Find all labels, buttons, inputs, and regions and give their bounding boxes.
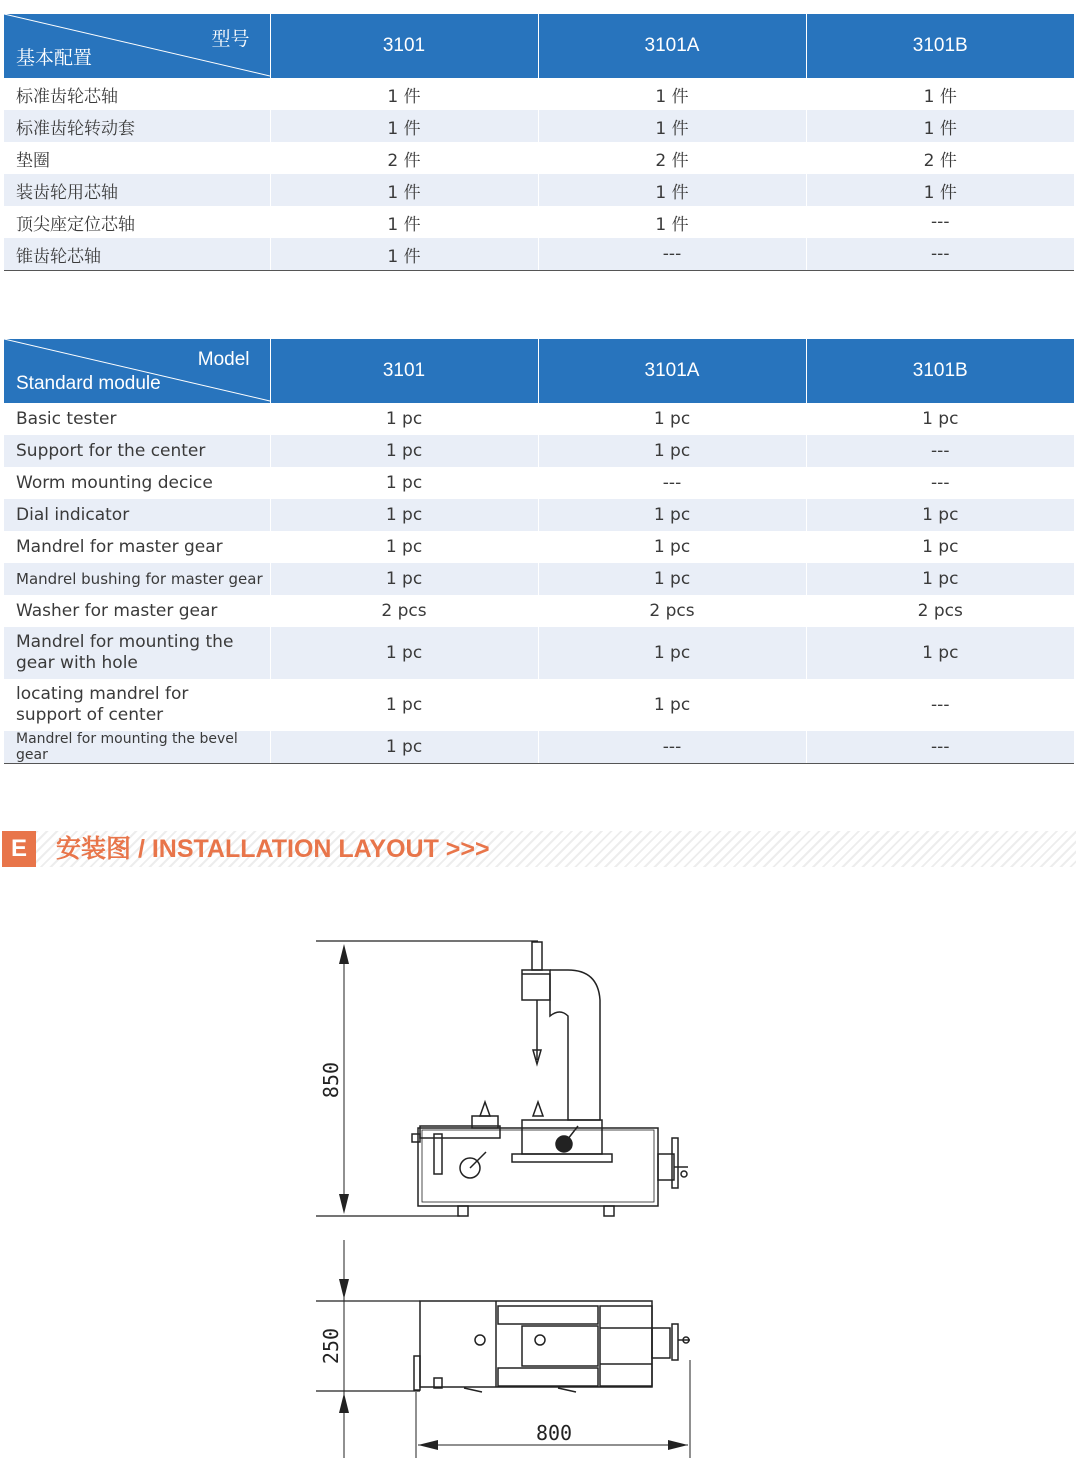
table-corner-cell (4, 14, 270, 78)
model-header: 3101 (270, 14, 538, 78)
item-qty: 1 件 (270, 174, 538, 206)
top-view (316, 1240, 690, 1458)
item-qty: 1 pc (538, 627, 806, 679)
item-qty: 1 件 (806, 78, 1074, 110)
model-header: 3101B (806, 339, 1074, 403)
item-qty: 1 pc (270, 679, 538, 731)
item-qty: 1 pc (270, 499, 538, 531)
item-qty: 1 件 (270, 238, 538, 271)
item-qty: --- (806, 206, 1074, 238)
table-row (4, 531, 1074, 563)
model-header: 3101B (806, 14, 1074, 78)
item-name: 锥齿轮芯轴 (4, 238, 270, 271)
item-qty: --- (538, 731, 806, 764)
item-qty: 2 pcs (270, 595, 538, 627)
item-qty: 1 pc (270, 563, 538, 595)
item-qty: 1 pc (806, 627, 1074, 679)
item-qty: --- (806, 731, 1074, 764)
item-qty: 1 pc (538, 563, 806, 595)
item-name: Basic tester (16, 409, 117, 429)
table-row (4, 595, 1074, 627)
table-row (4, 110, 1074, 142)
corner-model-label: Model (197, 349, 250, 370)
corner-config-label: Standard module (16, 373, 161, 394)
item-qty: --- (806, 238, 1074, 271)
item-qty: 1 件 (270, 110, 538, 142)
item-qty: --- (806, 679, 1074, 731)
item-qty: --- (806, 435, 1074, 467)
item-qty: --- (538, 238, 806, 271)
table-row (4, 627, 1074, 679)
corner-config-label: 基本配置 (16, 48, 93, 69)
table-row (4, 78, 1074, 110)
installation-drawing (300, 930, 720, 1460)
item-name: 垫圈 (16, 150, 50, 171)
item-qty: 2 件 (538, 142, 806, 174)
item-qty: 1 pc (806, 499, 1074, 531)
item-name: Mandrel for mounting the gear with hole (4, 627, 270, 679)
item-qty: 1 pc (538, 531, 806, 563)
item-qty: 2 pcs (538, 595, 806, 627)
item-qty: 1 pc (270, 435, 538, 467)
item-qty: 1 pc (538, 499, 806, 531)
item-name: Mandrel for mounting the bevel gear (4, 731, 270, 764)
section-heading (0, 829, 1076, 871)
table-row (4, 206, 1074, 238)
item-name: Worm mounting decice (16, 473, 213, 493)
item-qty: 1 件 (538, 78, 806, 110)
item-qty: 2 件 (270, 142, 538, 174)
table-row (4, 142, 1074, 174)
item-qty: --- (806, 467, 1074, 499)
item-qty: 1 件 (806, 110, 1074, 142)
item-qty: 1 pc (270, 403, 538, 435)
item-qty: 1 pc (270, 627, 538, 679)
item-qty: 1 件 (538, 206, 806, 238)
table-row (4, 174, 1074, 206)
depth-dimension: 250 (319, 1327, 343, 1365)
table-row (4, 499, 1074, 531)
model-header: 3101A (538, 14, 806, 78)
item-qty: 1 pc (270, 731, 538, 764)
item-name: 顶尖座定位芯轴 (16, 214, 135, 235)
item-qty: 1 pc (270, 531, 538, 563)
item-qty: 1 件 (270, 78, 538, 110)
config-table-cn (4, 14, 1074, 271)
item-name: Dial indicator (4, 499, 270, 531)
item-qty: 1 件 (806, 174, 1074, 206)
height-dimension: 850 (319, 1061, 343, 1099)
corner-model-label: 型号 (211, 29, 250, 50)
section-title: 安装图 / INSTALLATION LAYOUT >>> (56, 835, 490, 863)
table-row (4, 238, 1074, 271)
item-name: Washer for master gear (16, 601, 218, 621)
table-row (4, 403, 1074, 435)
table-row (4, 679, 1074, 731)
table-row (4, 435, 1074, 467)
model-header: 3101 (270, 339, 538, 403)
item-name: 标准齿轮芯轴 (16, 86, 118, 107)
item-qty: 1 件 (538, 174, 806, 206)
item-name: locating mandrel for support of center (16, 684, 189, 725)
item-qty: 1 pc (806, 531, 1074, 563)
item-qty: 1 pc (270, 467, 538, 499)
item-name: Mandrel for master gear (16, 537, 223, 557)
item-name: 标准齿轮转动套 (4, 110, 270, 142)
front-view (316, 941, 688, 1216)
config-table-en (4, 339, 1074, 764)
item-qty: 1 件 (538, 110, 806, 142)
item-name: Support for the center (4, 435, 270, 467)
item-qty: 1 pc (538, 435, 806, 467)
item-qty: 2 件 (806, 142, 1074, 174)
model-header: 3101A (538, 339, 806, 403)
item-qty: 1 pc (806, 403, 1074, 435)
table-row (4, 467, 1074, 499)
item-qty: 2 pcs (806, 595, 1074, 627)
item-name: 装齿轮用芯轴 (4, 174, 270, 206)
table-row (4, 563, 1074, 595)
section-badge: E (2, 831, 36, 867)
item-name: Mandrel bushing for master gear (4, 563, 270, 595)
item-qty: 1 件 (270, 206, 538, 238)
width-dimension: 800 (535, 1421, 573, 1445)
item-qty: --- (538, 467, 806, 499)
table-corner-cell (4, 339, 270, 403)
item-qty: 1 pc (538, 403, 806, 435)
item-qty: 1 pc (806, 563, 1074, 595)
table-row (4, 731, 1074, 764)
item-qty: 1 pc (538, 679, 806, 731)
